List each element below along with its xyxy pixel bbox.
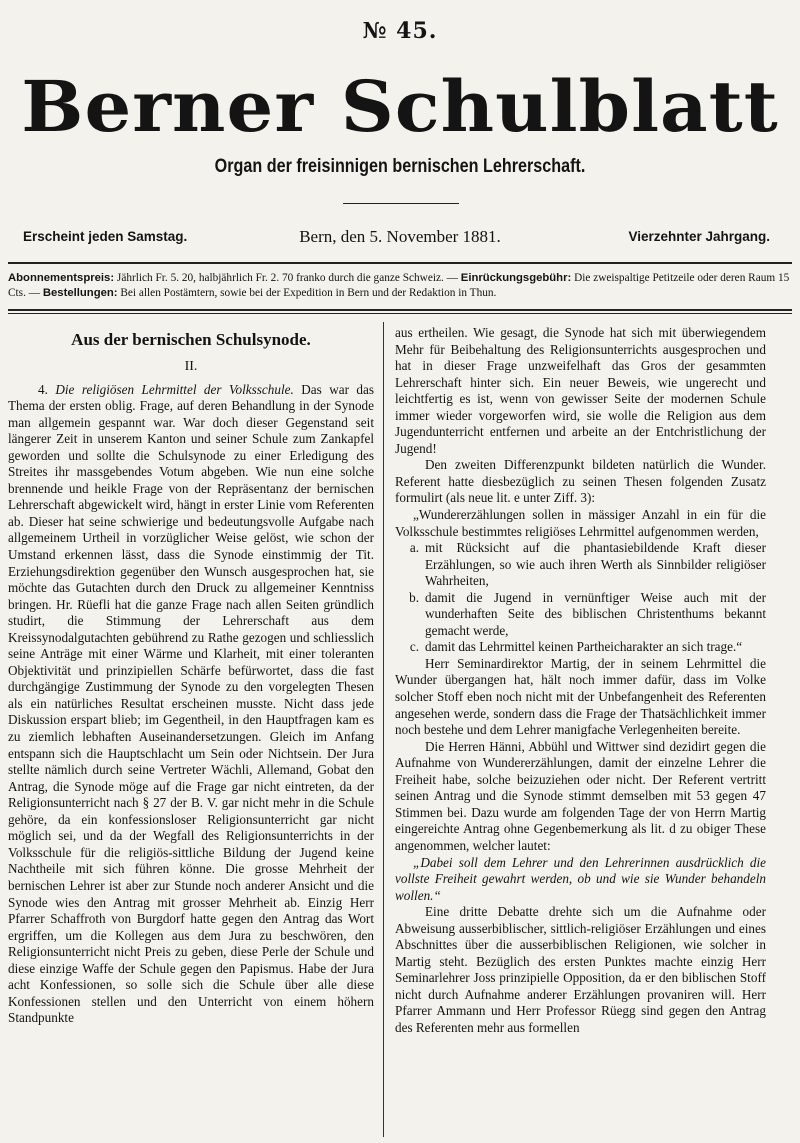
article-paragraph: Die Herren Hänni, Abbühl und Wittwer sind dezidirt gegen die Aufnahme von Wundererzählungen, damit der einzelne Lehrer die Freiheit habe, solche beizuziehen oder nicht. Der Referent vertritt seinen Antrag und die Synode stimmt demselben mit 53 gegen 47 Stimmen bei. Dazu wurde am folgenden Tage der von Herrn Martig eingereichte Antrag ohne Gegenbemerkung als lit. d zu obiger These angenommen, welcher lautet: [395,738,766,853]
masthead-title: Berner Schulblatt [21,65,779,148]
section-number: II. [184,359,198,374]
right-column [395,325,766,1037]
price-text: Jährlich Fr. 5. 20, halbjährlich Fr. 2. 70 franko durch die ganze Schweiz. — [116,272,458,284]
notice-divider [8,309,792,311]
date-line: Bern, den 5. November 1881. [299,227,501,246]
orders-text: Bei allen Postämtern, sowie bei der Expedition in Bern und der Redaktion in Thun. [120,287,497,299]
left-column [8,325,374,1027]
insertion-text: Die zweispaltige Petitzeile oder deren Raum 15 Cts. — [8,272,790,299]
issue-number: № 45. [362,18,438,44]
paragraph-number: 4. [38,381,56,397]
masthead-subtitle: Organ der freisinnigen bernischen Lehrerschaft. [214,156,586,177]
list-item [395,540,766,590]
list-item [395,590,766,640]
insertion-label: Einrückungsgebühr: [460,272,572,284]
article-paragraph: Herr Seminardirektor Martig, der in seinem Lehrmittel die Wunder übergangen hat, hält noch immer dafür, dass im Volke solcher Stoff eben noch nicht mit der Unbefangenheit des Referenten angesehen werde, sondern dass die Frage der Thatsächlichkeit immer noch bestehe und dem Lehrer manigfache Verlegenheiten bereite. [395,655,766,738]
volume-label: Vierzehnter Jahrgang. [628,229,770,244]
resolution-text: „Dabei soll dem Lehrer und den Lehrerinnen ausdrücklich die vollste Freiheit gewahrt werden, ob und wie sie Wunder behandeln wollen.“ [395,854,766,903]
list-text: mit Rücksicht auf die phantasiebildende Kraft dieser Erzählungen, so wie auch ihren Werth als Sinnbilder religiöser Wahrheiten, [425,540,766,589]
topic-heading: Die religiösen Lehrmittel der Volksschule. [55,381,294,397]
quoted-proposal: „Wundererzählungen sollen in mässiger Anzahl in ein für die Volksschule bestimmtes religiöses Lehrmittel aufgenommen werden, [395,507,766,539]
article-title: Aus der bernischen Schulsynode. [71,330,311,349]
quoted-resolution [395,855,766,905]
list-letter: b. [409,589,419,605]
list-item [395,639,766,656]
price-label: Abonnementspreis: [8,272,115,284]
article-paragraph [8,382,374,1027]
list-letter: a. [409,540,419,556]
top-divider [8,262,792,264]
masthead-rule [343,203,459,204]
article-paragraph: Den zweiten Differenzpunkt bildeten natürlich die Wunder. Referent hatte diesbezüglich zu seinen Thesen folgenden Zusatz formulirt (als neue lit. e unter Ziff. 3): [395,457,766,506]
list-text: damit die Jugend in vernünftiger Weise auch mit der wunderhaften Seite des biblischen Christenthums bekannt gemacht werde, [425,589,766,638]
publication-frequency: Erscheint jeden Samstag. [23,229,188,244]
list-text: damit das Lehrmittel keinen Partheicharakter an sich trage.“ [425,639,743,655]
list-letter: c. [409,639,419,655]
article-paragraph: Eine dritte Debatte drehte sich um die Aufnahme oder Abweisung ausserbiblischer, sittlich-religiöser Erzählungen und eines Abschnittes über die ausserbiblischen Religionen, wie solcher in Martig steht. Bezüglich des ersten Punktes machte einzig Herr Seminarlehrer Joss prinzipielle Opposition, da er den biblischen Stoff nicht durch Aufnahme anderer Erzählungen provaniren will. Herr Pfarrer Ammann und Herr Professor Rüegg sind gegen den Antrag des Referenten mehr aus formellen [395,904,766,1035]
column-divider [383,322,384,1137]
orders-label: Bestellungen: [42,287,118,299]
article-paragraph: aus ertheilen. Wie gesagt, die Synode hat sich mit überwiegendem Mehr für Beibehaltung des Religionsunterrichts ausgesprochen und hat in dieser Frage unzweifelhaft das Gros der gesammten Lehrerschaft hinter sich. Ein neuer Beweis, wie ungerecht und leichtfertig es ist, wenn von gewisser Seite der modernen Schule immer wieder vorgeworfen wird, sie wolle die Religion aus dem Jugendunterricht entfernen und arbeite an der Entchristlichung der Jugend! [395,325,766,456]
subscription-notice [8,271,792,301]
notice-divider-thin [8,313,792,314]
paragraph-text: Das war das Thema der ersten oblig. Frage, auf deren Behandlung in der Synode man allgemein gespannt war. War doch dieser Gegenstand seit längerer Zeit in unserem Kanton und seiner Schule zum Zankapfel geworden und sollte die Schulsynode zu einer Erledigung des Streites ihr massgebendes Votum abgeben. Wie nun eine solche brennende und heikle Frage von der Repräsentanz der bernischen Lehrerschaft abgewickelt wird, hängt in erster Linie vom Referenten ab. Dieser hat seine schwierige und bedeutungsvolle Aufgabe nach allgemeinem Urtheil in vorzüglicher Weise gelöst, wie schon der Umstand erkennen lässt, dass die Synode einstimmig der Tit. Erziehungsdirektion gegenüber den Wunsch ausgesprochen hat, sie möchte das Gutachten durch den Druck zu allgemeiner Kenntniss bringen. Hr. Rüefli hat die ganze Frage nach allen Seiten gründlich studirt, die Stimmung der Lehrerschaft aus dem Kreissynodalgutachten gebührend zu Rathe gezogen und schliesslich seine Anträge mit einer Wärme und Klarheit, mit einer toleranten Objektivität und prinzipiellen Schärfe befürwortet, dass die fast durchgängige Zustimmung der Synode zu den vorgelegten Thesen als ein natürliches Resultat erscheinen musste. Nicht dass jede Diskussion erspart blieb; im Gegentheil, in den Hauptfragen kam es zu ziemlich lebhaften Auseinandersetzungen. Gleich im Anfang entspann sich die Hauptschlacht um Sein oder Nichtsein. Der Jura stellte nämlich durch seine Vertreter Wächli, Allemand, Gobat den Antrag, die Synode möge auf die Frage gar nicht eintreten, da der Religionsunterricht nach § 27 der B. V. gar nicht mehr in die Schule gehöre, da ein konfessionsloser Religionsunterricht gar nicht möglich sei, und da der Wegfall des Religionsunterrichts in der Volksschule für die religiös-sittliche Bildung der Jugend keine Nachtheile mit sich führen könne. Die grosse Mehrheit der bernischen Lehrer ist aber zur Stunde noch anderer Ansicht und die Synode wies den Antrag mit grosser Mehrheit ab. Einzig Herr Pfarrer Schaffroth von Burgdorf hatte gegen den Antrag das Wort ergriffen, um die Kollegen aus dem Jura zu beschwören, den Religionsunterricht nicht Preis zu geben, diese Perle der Schule und diese einzige Waffe der Schule gegen den Papismus. Habe der Jura acht Konfessionen, so solle sich die Schule über alle diese Konfessionen stellen und den Unterricht von einem höhern Standpunkte [8,381,375,1026]
